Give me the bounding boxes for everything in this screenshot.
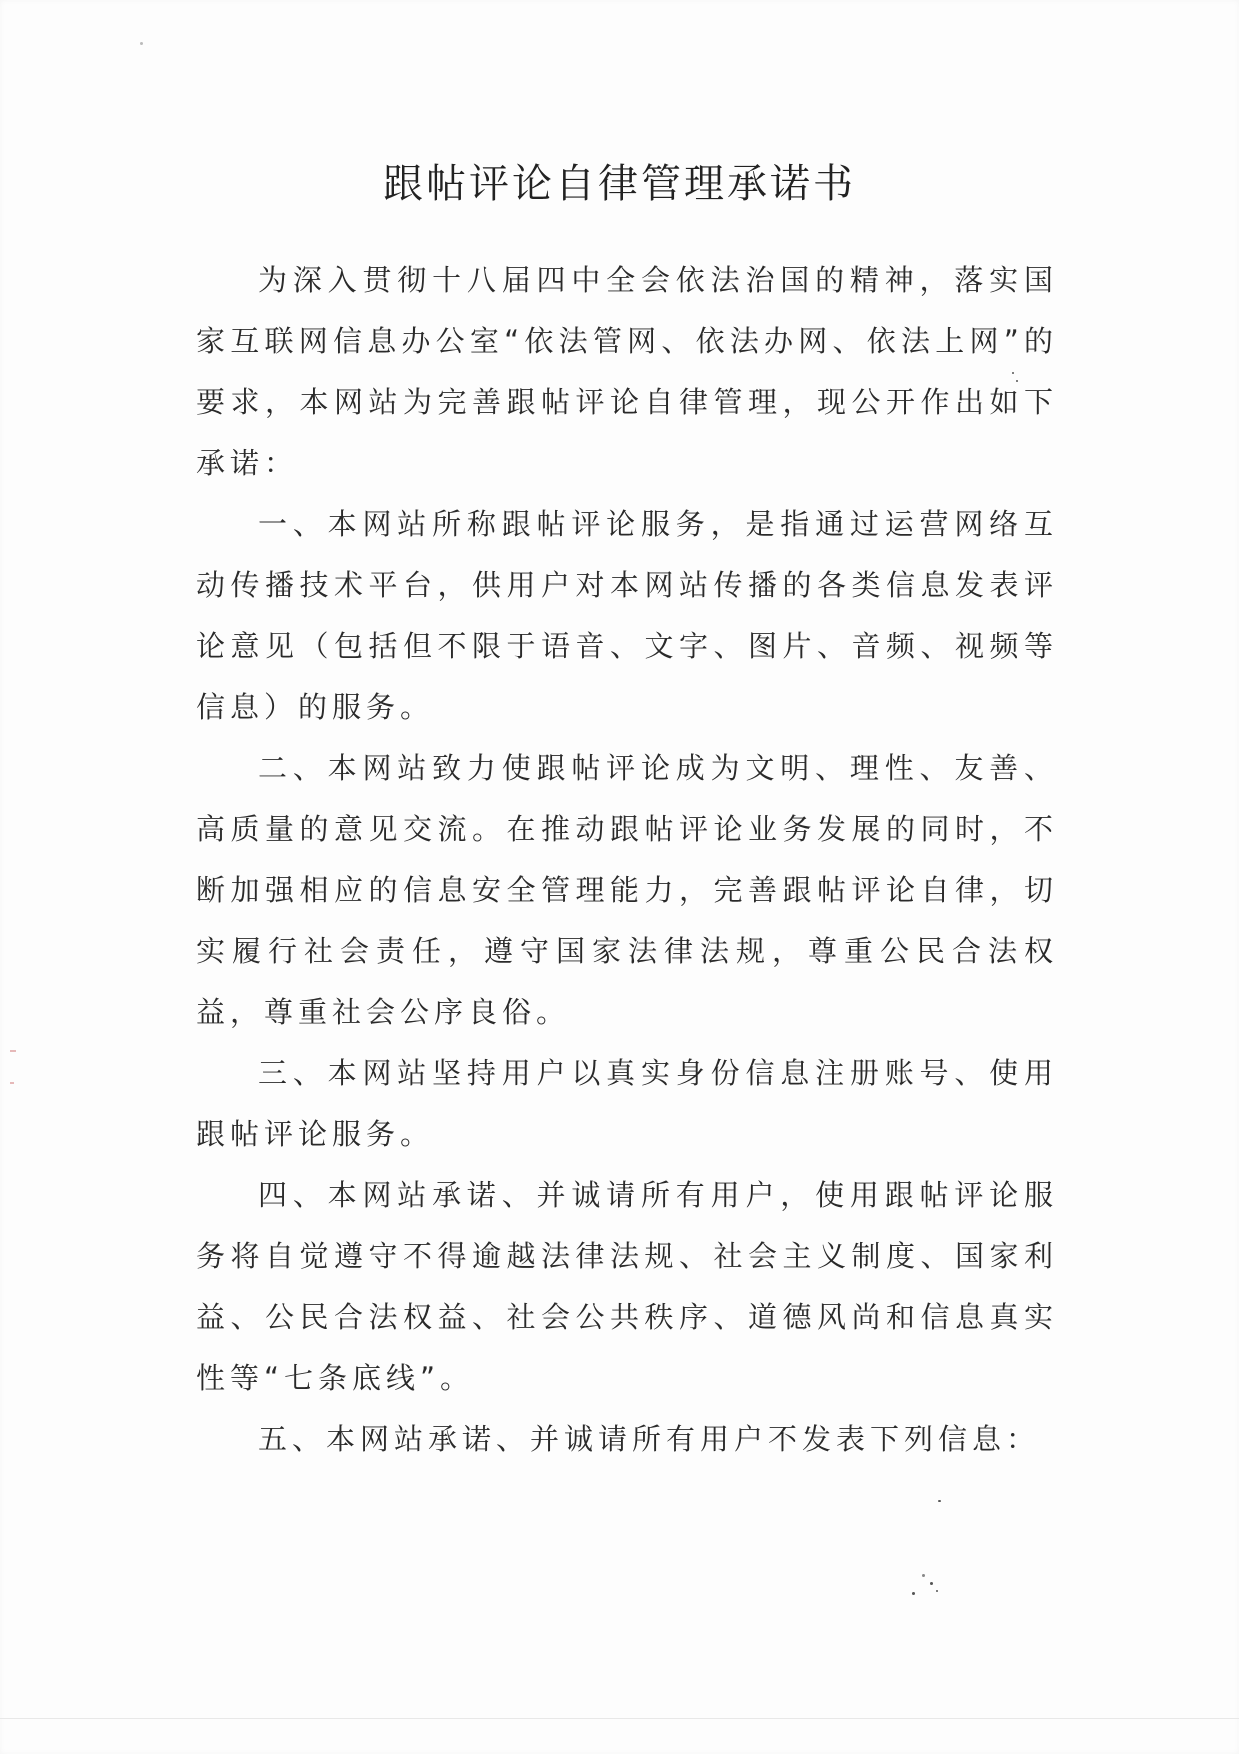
- paragraph-item-2: 二、本网站致力使跟帖评论成为文明、理性、友善、高质量的意见交流。在推动跟帖评论业务发展的同时，不断加强相应的信息安全管理能力，完善跟帖评论自律，切实履行社会责任，遵守国家法律法规，尊重公民合法权益，尊重社会公序良俗。: [196, 751, 1058, 1029]
- scan-speck: [936, 1590, 938, 1592]
- paragraph-item-1: 一、本网站所称跟帖评论服务，是指通过运营网络互动传播技术平台，供用户对本网站传播的各类信息发表评论意见（包括但不限于语音、文字、图片、音频、视频等信息）的服务。: [196, 507, 1058, 724]
- paragraph-preamble: 为深入贯彻十八届四中全会依法治国的精神，落实国家互联网信息办公室“依法管网、依法办网、依法上网”的要求，本网站为完善跟帖评论自律管理，现公开作出如下承诺：: [196, 263, 1058, 480]
- document-title: 跟帖评论自律管理承诺书: [383, 161, 856, 207]
- margin-mark: [10, 1050, 16, 1052]
- scan-bottom-edge: [0, 1718, 1239, 1719]
- scan-speck: [912, 1592, 915, 1595]
- scan-speck: [1016, 380, 1018, 382]
- scan-speck: [938, 1500, 941, 1502]
- paragraph-item-4: 四、本网站承诺、并诚请所有用户，使用跟帖评论服务将自觉遵守不得逾越法律法规、社会主义制度、国家利益、公民合法权益、社会公共秩序、道德风尚和信息真实性等“七条底线”。: [196, 1178, 1058, 1395]
- paragraph-item-3: 三、本网站坚持用户以真实身份信息注册账号、使用跟帖评论服务。: [196, 1056, 1058, 1151]
- scan-speck: [1012, 372, 1014, 374]
- scan-speck: [922, 1574, 925, 1577]
- margin-mark: [10, 1082, 14, 1084]
- paragraph-item-5: 五、本网站承诺、并诚请所有用户不发表下列信息：: [258, 1422, 1041, 1456]
- scan-speck: [140, 42, 143, 45]
- scan-speck: [930, 1582, 933, 1585]
- document-body: [196, 250, 1058, 1470]
